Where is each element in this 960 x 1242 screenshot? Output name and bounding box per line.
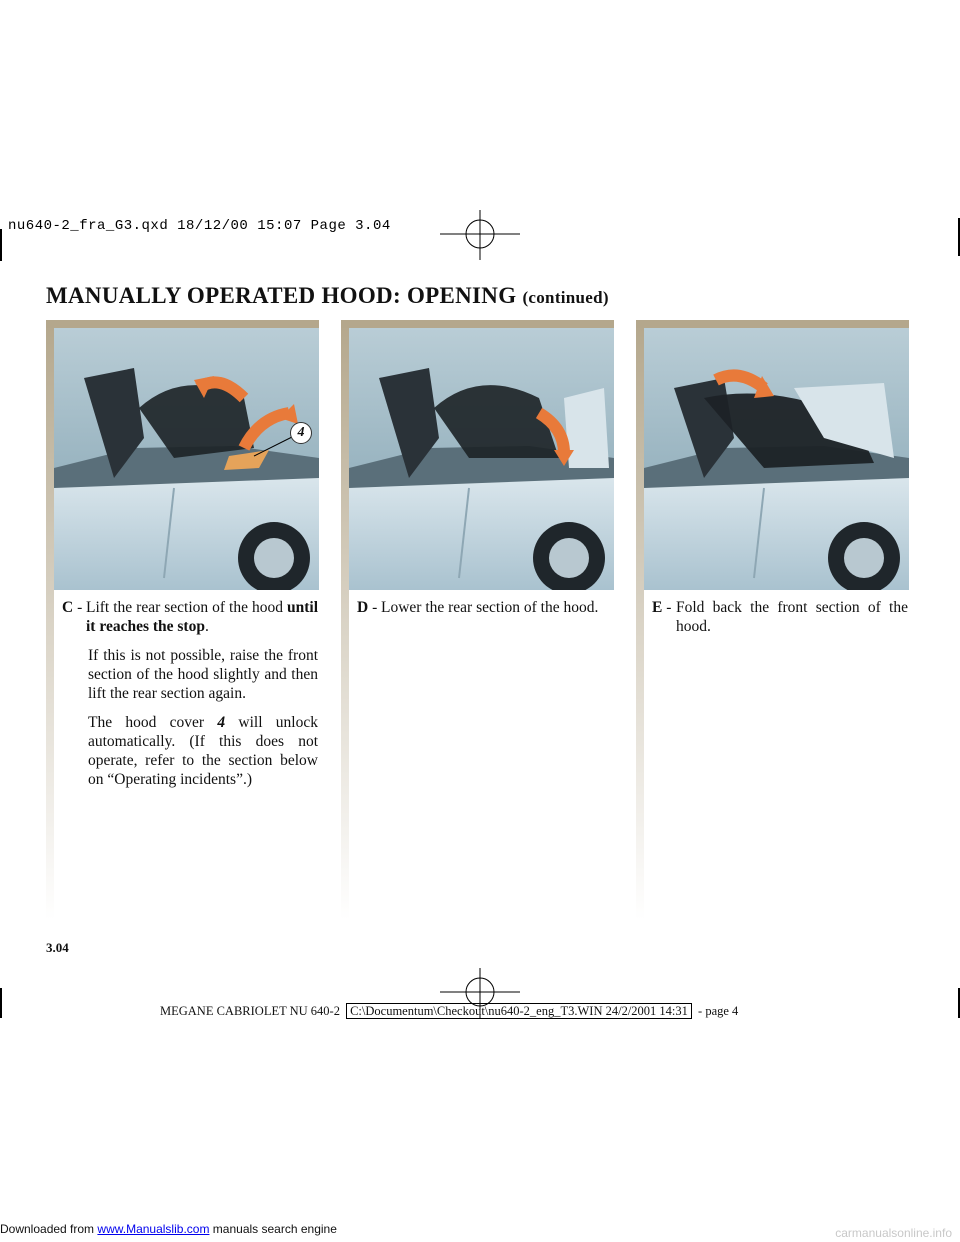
download-notice: Downloaded from www.Manualslib.com manuals search engine (0, 1222, 337, 1236)
column-bar (636, 320, 909, 328)
photo-step-e (644, 328, 909, 590)
step-c-para2: If this is not possible, raise the front section of the hood slightly and then lift the rear section again. (88, 647, 318, 702)
column-shade (341, 320, 349, 920)
instruction-d: D - Lower the rear section of the hood. (357, 599, 599, 616)
registration-mark-top (440, 210, 520, 260)
column-bar (341, 320, 614, 328)
page-title (46, 283, 609, 309)
step-letter-e: E (652, 599, 663, 616)
title-suffix: (continued) (522, 288, 609, 307)
column-shade (46, 320, 54, 920)
manualslib-link[interactable]: www.Manualslib.com (97, 1222, 210, 1236)
page-number: 3.04 (46, 940, 69, 955)
step-letter-d: D (357, 599, 369, 616)
step-c-bold: until it reaches the stop (86, 599, 319, 635)
footer-path: C:\Documentum\Checkout\nu640-2_eng_T3.WIN 24/2/2001 14:31 (346, 1003, 692, 1019)
column-bar (46, 320, 319, 328)
step-letter-c: C (62, 599, 74, 616)
slug-line: nu640-2_fra_G3.qxd 18/12/00 15:07 Page 3.04 (8, 218, 391, 234)
step-c-text: Lift the rear section of the hood (86, 599, 283, 616)
footer (160, 1004, 738, 1019)
ref-4: 4 (217, 714, 226, 731)
photo-step-d (349, 328, 614, 590)
instruction-e: E - Fold back the front section of the hood. (652, 599, 908, 635)
step-d-text: Lower the rear section of the hood. (381, 599, 599, 616)
watermark: carmanualsonline.info (835, 1226, 952, 1240)
column-shade (636, 320, 644, 920)
step-c-para3: The hood cover 4 will unlock automatically. (If this does not operate, refer to the section below on “Operating incidents”.) (88, 714, 318, 788)
footer-page: - page 4 (698, 1004, 739, 1018)
crop-mark (0, 988, 2, 1018)
instruction-c: C - Lift the rear section of the hood until it reaches the stop. If this is not possible, raise the front section of the hood slightly and then lift the rear section again. The hood cover 4 will unlock automatically. (If this does not operate, refer to the section below on “Operating incidents”.) (62, 599, 319, 788)
footer-model: MEGANE CABRIOLET NU 640-2 (160, 1004, 340, 1018)
step-e-text: Fold back the front section of the hood. (676, 599, 908, 635)
crop-mark (0, 229, 2, 261)
title-main: MANUALLY OPERATED HOOD: OPENING (46, 283, 517, 308)
callout-4: 4 (290, 422, 312, 444)
photo-step-c (54, 328, 319, 590)
